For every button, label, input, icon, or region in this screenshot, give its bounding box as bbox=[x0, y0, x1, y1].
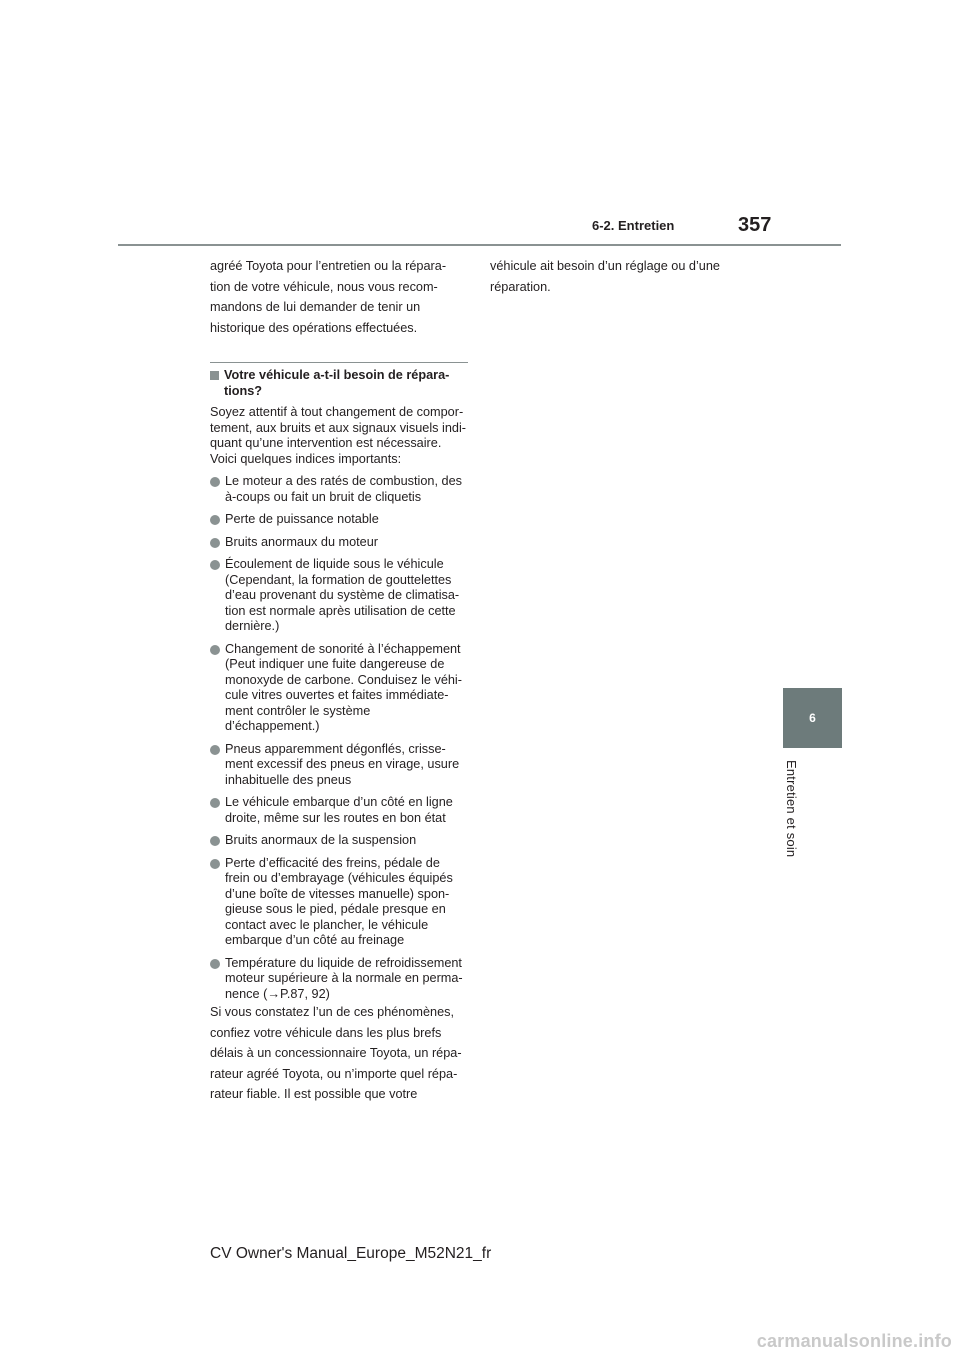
text-line: quant qu’une intervention est nécessaire. bbox=[210, 436, 442, 450]
list-item bbox=[210, 856, 468, 949]
bullet-dot-icon bbox=[210, 645, 220, 655]
text-line: (Cependant, la formation de gouttelettes bbox=[225, 572, 452, 587]
text-line: agréé Toyota pour l’entretien ou la répara- bbox=[210, 259, 447, 273]
text-line: rateur fiable. Il est possible que votre bbox=[210, 1087, 418, 1101]
text-line: moteur supérieure à la normale en perma- bbox=[225, 971, 463, 985]
text-line: d’eau provenant du système de climatisa- bbox=[225, 588, 460, 602]
heading-line: tions? bbox=[224, 383, 263, 398]
watermark: carmanualsonline.info bbox=[756, 1331, 952, 1351]
text-line: d’une boîte de vitesses manuelle) spon- bbox=[225, 886, 450, 901]
symptom-list bbox=[210, 474, 468, 1002]
bullet-dot-icon bbox=[210, 538, 220, 548]
text-line: Pneus apparemment dégonflés, crisse- bbox=[225, 741, 446, 756]
bullet-dot-icon bbox=[210, 560, 220, 570]
section-title: 6-2. Entretien bbox=[592, 218, 675, 233]
closing-paragraph bbox=[210, 1002, 468, 1105]
footer-text: CV Owner's Manual_Europe_M52N21_fr bbox=[210, 1245, 492, 1262]
text-line: à-coups ou fait un bruit de cliquetis bbox=[225, 489, 422, 504]
text-line: monoxyde de carbone. Conduisez le véhi- bbox=[225, 672, 462, 687]
left-column bbox=[210, 256, 468, 1105]
list-item bbox=[210, 956, 468, 1003]
text-line: Si vous constatez l’un de ces phénomènes, bbox=[210, 1005, 455, 1019]
text-line: Température du liquide de refroidissement bbox=[225, 955, 462, 970]
text-line: ment excessif des pneus en virage, usure bbox=[225, 757, 460, 771]
text-line: Soyez attentif à tout changement de compor- bbox=[210, 405, 464, 419]
text-line: Bruits anormaux de la suspension bbox=[225, 833, 417, 847]
text-line: d’échappement.) bbox=[225, 719, 320, 733]
right-column bbox=[490, 256, 748, 297]
chapter-number: 6 bbox=[809, 711, 816, 725]
text-line: véhicule ait besoin d’un réglage ou d’une bbox=[490, 259, 720, 273]
text-line: gieuse sous le pied, pédale presque en bbox=[225, 902, 446, 916]
bullet-dot-icon bbox=[210, 959, 220, 969]
text-line: inhabituelle des pneus bbox=[225, 772, 352, 787]
bullet-dot-icon bbox=[210, 515, 220, 525]
list-item bbox=[210, 642, 468, 735]
chapter-tab bbox=[783, 688, 842, 748]
text-line: droite, même sur les routes en bon état bbox=[225, 810, 446, 825]
text-line: Changement de sonorité à l’échappement bbox=[225, 641, 461, 656]
text-line: rateur agréé Toyota, ou n’importe quel répa- bbox=[210, 1066, 458, 1081]
list-item bbox=[210, 512, 468, 528]
body-paragraph bbox=[210, 405, 468, 467]
text-line: historique des opérations effectuées. bbox=[210, 320, 418, 335]
square-bullet-icon bbox=[210, 371, 219, 380]
text-line: réparation. bbox=[490, 279, 551, 294]
chapter-label: Entretien et soin bbox=[784, 760, 799, 858]
text-line: Le véhicule embarque d’un côté en ligne bbox=[225, 795, 453, 809]
text-line: Perte d’efficacité des freins, pédale de bbox=[225, 855, 440, 870]
list-item bbox=[210, 795, 468, 826]
list-item bbox=[210, 742, 468, 789]
text-line: tement, aux bruits et aux signaux visuels indi- bbox=[210, 420, 466, 435]
text-line: Perte de puissance notable bbox=[225, 512, 379, 526]
list-item bbox=[210, 474, 468, 505]
heading-line: Votre véhicule a-t-il besoin de répara- bbox=[224, 368, 450, 382]
text-line: contact avec le plancher, le véhicule bbox=[225, 917, 429, 932]
text-line: délais à un concessionnaire Toyota, un répa- bbox=[210, 1046, 462, 1060]
text-line: mandons de lui demander de tenir un bbox=[210, 300, 421, 314]
text-line: frein ou d’embrayage (véhicules équipés bbox=[225, 871, 453, 885]
text-line: cule vitres ouvertes et faites immédiate- bbox=[225, 688, 449, 702]
text-line: ment contrôler le système bbox=[225, 703, 371, 718]
bullet-dot-icon bbox=[210, 745, 220, 755]
heading-text bbox=[224, 368, 449, 399]
text-line: tion est normale après utilisation de cette bbox=[225, 603, 456, 618]
text-line: tion de votre véhicule, nous vous recom- bbox=[210, 279, 438, 294]
list-item bbox=[210, 833, 468, 849]
text-line: Écoulement de liquide sous le véhicule bbox=[225, 557, 444, 571]
intro-paragraph bbox=[210, 256, 468, 338]
bullet-dot-icon bbox=[210, 798, 220, 808]
header-divider bbox=[118, 244, 841, 246]
bullet-dot-icon bbox=[210, 836, 220, 846]
bullet-dot-icon bbox=[210, 859, 220, 869]
text-line: Voici quelques indices importants: bbox=[210, 451, 402, 466]
page-number: 357 bbox=[738, 214, 772, 236]
section-divider bbox=[210, 362, 468, 363]
text-line: Le moteur a des ratés de combustion, des bbox=[225, 474, 462, 488]
bullet-dot-icon bbox=[210, 477, 220, 487]
text-line: confiez votre véhicule dans les plus brefs bbox=[210, 1025, 442, 1040]
text-line: dernière.) bbox=[225, 619, 280, 633]
text-line: nence (→P.87, 92) bbox=[225, 986, 330, 1001]
list-item bbox=[210, 535, 468, 551]
text-line: embarque d’un côté au freinage bbox=[225, 933, 405, 947]
section-heading bbox=[210, 368, 468, 399]
list-item bbox=[210, 557, 468, 635]
text-line: (Peut indiquer une fuite dangereuse de bbox=[225, 657, 445, 671]
text-line: Bruits anormaux du moteur bbox=[225, 534, 379, 549]
